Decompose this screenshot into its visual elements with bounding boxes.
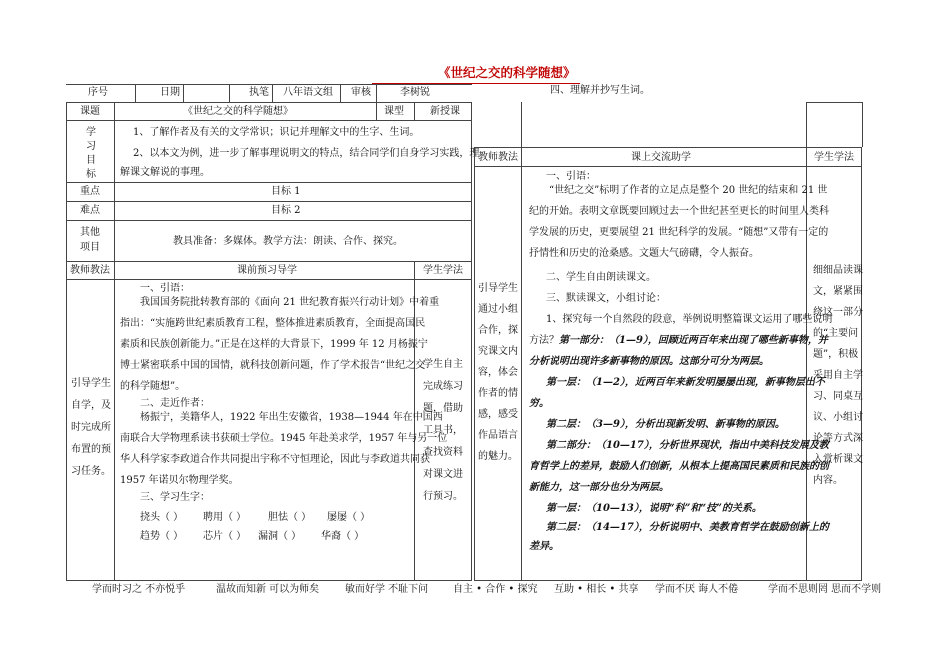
right-student-method: 细细品读课 文，紧紧围 绕这一部分 的“主要问 题”，积极 采用自主学 习、同桌互 议、小组讨 论等方式深 入赏析课文 内容。 [813,265,863,486]
part1-layer1-b: 穷。 [529,398,549,409]
part2-layer1: 第一层：（10—13），说明“科”和“技”的关系。 [546,503,762,514]
part1-layer2: 第二层：（3—9），分析出现新发明、新事物的原因。 [546,419,785,430]
class-heading-2: 二、学生自由朗读课文。 [546,272,656,283]
goal-2-line1: 2、以本文为例，进一步了解事理说明文的特点，结合同学们自身学习实践，理 [133,148,480,159]
part2-a: 第二部分：（10—17），分析世界现状，指出中美科技发展及教 [546,440,829,451]
part1-layer1-a: 第一层：（1—2），近两百年来新发明屡屡出现，新事物层出不 [546,377,825,388]
lesson-type-value: 新授课 [430,106,460,117]
goals-label-2: 习 [86,141,96,152]
goal-2-line2: 解课文解说的事理。 [120,167,210,178]
vocab-5: 趋势（ ） [140,531,184,542]
left-col-teacher-header: 教师教法 [70,265,110,276]
footer-motto-3: 敏而好学 不耻下问 [345,584,429,595]
review-label: 审核 [351,87,371,98]
left-student-method: 学生自主 完成练习 题，借助 工具书， 查找资料 对课文进 行预习。 [423,359,463,502]
vocab-1: 挠头（ ） [140,512,184,523]
topic-value: 《世纪之交的科学随想》 [183,106,293,117]
right-top-note: 四、理解并抄写生词。 [550,85,650,96]
date-label: 日期 [160,87,180,98]
class-question-1: 1、探究每一个自然段的段意，举例说明整篇课文运用了哪些说明 [546,314,833,325]
class-heading-1: 一、引语： [546,171,596,182]
footer-motto-5: 互助 • 相长 • 共享 [554,584,639,595]
left-teacher-method: 引导学生 自学，及 时完成所 布置的预 习任务。 [71,378,111,477]
preview-heading-1: 一、引语： [140,283,190,294]
footer-motto-4: 自主 • 合作 • 探究 [453,584,538,595]
part2-layer2-b: 差异。 [529,541,559,552]
footer-motto-6: 学而不厌 诲人不倦 [655,584,739,595]
writer-value: 八年语文组 [283,87,333,98]
preview-heading-3: 三、学习生字： [140,492,210,503]
goals-label-4: 标 [86,169,96,180]
vocab-7: 漏洞（ ） [258,531,302,542]
part2-b: 育哲学上的差异，鼓励人们创新，从根本上提高国民素质和民族的创 [529,461,829,472]
vocab-4: 屡屡（ ） [327,512,371,523]
difficulty-label: 难点 [80,205,100,216]
topic-label: 课题 [80,106,100,117]
vocab-6: 芯片（ ） [203,531,247,542]
goals-label-1: 学 [86,127,96,138]
writer-label: 执笔 [249,87,269,98]
preview-intro: 我国国务院批转教育部的《面向 21 世纪教育振兴行动计划》中着重 指出：“实施跨世纪素质教育工程，整体推进素质教育，全面提高国民 素质和民族创新能力。”正是在这样的大背景下，1999 年 12 月杨振宁 博士紧密联系中国的国情，就科技创新问题，作了学术报告“世纪之交 的科学随想”。 [120,297,440,392]
class-answer-line-2: 分析说明出现许多新事物的原因。这部分可分为两层。 [529,356,769,367]
vocab-8: 华裔（ ） [321,531,365,542]
left-col-student-header: 学生学法 [423,265,463,276]
footer-motto-1: 学而时习之 不亦悦乎 [92,584,186,595]
preview-heading-2: 二、走近作者： [140,398,210,409]
right-col-student-header: 学生学法 [814,152,854,163]
key-point-label: 重点 [80,186,100,197]
part2-c: 新能力，这一部分也分为两层。 [529,482,669,493]
difficulty-value: 目标 2 [271,205,301,216]
part2-layer2-a: 第二层：（14—17），分析说明中、美教育哲学在鼓励创新上的 [546,522,829,533]
right-col-class-header: 课上交流助学 [631,152,691,163]
key-point-value: 目标 1 [271,186,301,197]
class-heading-3: 三、默读课文，小组讨论： [546,293,666,304]
footer-motto-7: 学而不思则罔 思而不学则 [768,584,882,595]
class-intro: “世纪之交”标明了作者的立足点是整个 20 世纪的结束和 21 世 纪的开始。表明文章既要回顾过去一个世纪甚至更长的时间里人类科 学发展的历史，更要展望 21 世纪科学的发展。“随想”又带有一定的 抒情性和历史的沧桑感。文题大气磅礴，令人振奋。 [529,185,829,259]
right-col-teacher-header: 教师教法 [478,152,518,163]
other-label-2: 项目 [80,242,100,253]
class-answer-line: 方法？第一部分：（1—9），回顾近两百年来出现了哪些新事物，并 [529,335,828,346]
header-row-top [66,84,472,85]
footer-motto-2: 温故而知新 可以为师矣 [216,584,320,595]
left-col-guide-header: 课前预习导学 [237,265,297,276]
vocab-2: 聘用（ ） [203,512,247,523]
document-title: 《世纪之交的科学随想》 [438,65,576,80]
right-teacher-method: 引导学生 通过小组 合作，探 究课文内 容，体会 作者的情 感，感受 作品语言 的魅力。 [478,283,518,462]
vocab-3: 胆怯（ ） [268,512,312,523]
reviewer-name: 李树锐 [400,87,430,98]
other-label-1: 其他 [80,227,100,238]
goals-label-3: 目 [86,155,96,166]
goal-1: 1、了解作者及有关的文学常识；识记并理解文中的生字、生词。 [133,127,420,138]
lesson-type-label: 课型 [384,106,404,117]
other-value: 教具准备：多媒体。教学方法：朗读、合作、探究。 [173,236,403,247]
seq-label: 序号 [88,87,108,98]
preview-author: 杨振宁，美籍华人，1922 年出生安徽省，1938—1944 年在中国西 南联合大学物理系读书获硕士学位。1945 年赴美求学，1957 年与另一位 华人科学家李政道合作共同提出宇称不守恒理论，因此与李政道共同获 1957 年诺贝尔物理学奖。 [120,412,448,486]
